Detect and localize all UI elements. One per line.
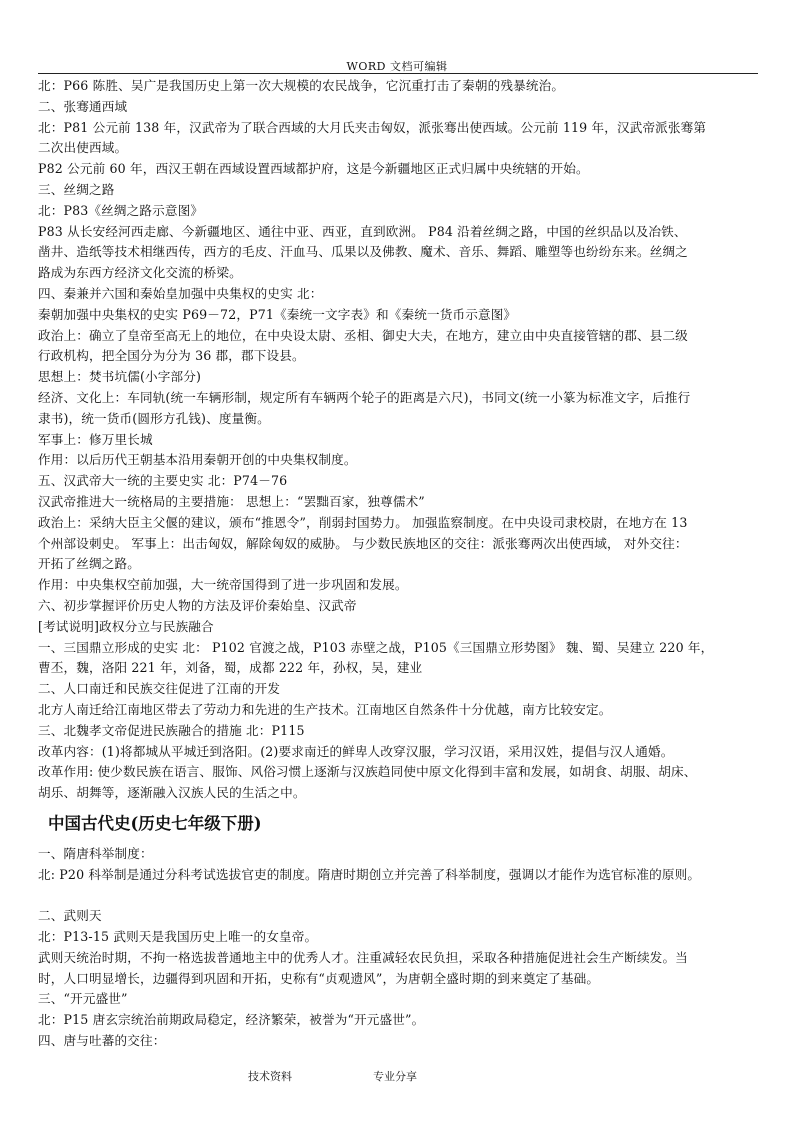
text-line: 一、三国鼎立形成的史实 北： P102 官渡之战，P103 赤壁之战，P105《三国鼎立形势图》 魏、蜀、吴建立 220 年， [38, 639, 714, 655]
text-line: 开拓了丝绸之路。 [38, 556, 140, 572]
text-line: 秦朝加强中央集权的史实 P69－72，P71《秦统一文字表》和《秦统一货币示意图》 [38, 306, 517, 322]
text-line: 改革内容：(1)将都城从平城迁到洛阳。(2)要求南迁的鲜卑人改穿汉服，学习汉语，采用汉姓，提倡与汉人通婚。 [38, 743, 674, 759]
text-line: 二、张骞通西域 [38, 98, 128, 114]
text-line: 二次出使西域。 [38, 140, 128, 156]
text-line: 北方人南迁给江南地区带去了劳动力和先进的生产技术。江南地区自然条件十分优越，南方比较安定。 [38, 701, 612, 717]
text-line: 北：P15 唐玄宗统治前期政局稳定，经济繁荣，被誉为“开元盛世”。 [38, 1012, 425, 1028]
text-line: 凿井、造纸等技术相继西传，西方的毛皮、汗血马、瓜果以及佛教、魔术、音乐、舞蹈、雕塑等也纷纷东来。丝绸之 [38, 244, 688, 260]
footer-left-text: 技术资料 [248, 1070, 292, 1083]
text-line: 四、秦兼并六国和秦始皇加强中央集权的史实 北： [38, 285, 323, 301]
text-line: P83 从长安经河西走廊、今新疆地区、通往中亚、西亚，直到欧洲。 P84 沿着丝绸之路，中国的丝织品以及冶铁、 [38, 223, 687, 239]
text-line: 改革作用: 使少数民族在语言、服饰、风俗习惯上逐渐与汉族趋同使中原文化得到丰富和发展，如胡食、胡服、胡床、 [38, 764, 697, 780]
footer-right-text: 专业分享 [373, 1070, 417, 1083]
text-line: 北：P81 公元前 138 年，汉武帝为了联合西域的大月氏夹击匈奴，派张骞出使西域。公元前 119 年，汉武帝派张骞第 [38, 119, 707, 135]
text-line: 经济、文化上：车同轨(统一车辆形制，规定所有车辆两个轮子的距离是六尺)，书同文(统一小篆为标准文字，后推行 [38, 389, 691, 405]
text-line: 六、初步掌握评价历史人物的方法及评价秦始皇、汉武帝 [38, 597, 357, 613]
text-line: 一、隋唐科举制度： [38, 845, 153, 861]
text-line: 政治上：采纳大臣主父偃的建议，颁布“推恩令”，削弱封国势力。 加强监察制度。在中央设司隶校尉，在地方在 13 [38, 514, 688, 530]
text-line: 三、北魏孝文帝促进民族融合的措施 北：P115 [38, 722, 305, 738]
blank-gap [38, 885, 760, 906]
text-line: 北：P66 陈胜、吴广是我国历史上第一次大规模的农民战争，它沉重打击了秦朝的残暴统治。 [38, 78, 565, 93]
header-title: WORD 文档可编辑 [346, 60, 448, 73]
text-line: 作用：以后历代王朝基本沿用秦朝开创的中央集权制度。 [38, 452, 357, 468]
text-line: 汉武帝推进大一统格局的主要措施： 思想上：“罢黜百家，独尊儒术” [38, 493, 425, 509]
text-line: 作用：中央集权空前加强，大一统帝国得到了进一步巩固和发展。 [38, 577, 408, 593]
text-line: P82 公元前 60 年，西汉王朝在西域设置西域都护府，这是今新疆地区正式归属中央统辖的开始。 [38, 161, 589, 177]
section-title: 中国古代史(历史七年级下册) [48, 813, 262, 833]
part2a-lines [38, 844, 760, 886]
text-line: 路成为东西方经济文化交流的桥梁。 [38, 265, 242, 281]
text-line: 四、唐与吐蕃的交往： [38, 1033, 166, 1049]
document-body [38, 76, 760, 1052]
text-line: 隶书)，统一货币(圆形方孔钱)、度量衡。 [38, 410, 270, 426]
text-line: 北：P13-15 武则天是我国历史上唯一的女皇帝。 [38, 929, 318, 945]
text-line: 时，人口明显增长，边疆得到巩固和开拓，史称有“贞观遗风”，为唐朝全盛时期的到来奠定了基础。 [38, 970, 600, 986]
text-line: 五、汉武帝大一统的主要史实 北：P74－76 [38, 473, 288, 489]
text-line: 三、丝绸之路 [38, 181, 115, 197]
text-line: 个州部设刺史。 军事上：出击匈奴，解除匈奴的威胁。 与少数民族地区的交往：派张骞两次出使西域， 对外交往： [38, 535, 688, 551]
text-line: 曹丕，魏，洛阳 221 年，刘备，蜀，成都 222 年，孙权，吴，建业 [38, 660, 423, 676]
text-line: 胡乐、胡舞等，逐渐融入汉族人民的生活之中。 [38, 785, 306, 801]
part1-lines [38, 76, 760, 804]
part2b-lines [38, 906, 760, 1052]
text-line: 三、“开元盛世” [38, 991, 128, 1007]
text-line: 北：P83《丝绸之路示意图》 [38, 202, 204, 218]
text-line: 思想上：焚书坑儒(小字部分) [38, 369, 202, 385]
text-line: [考试说明]政权分立与民族融合 [38, 618, 214, 634]
text-line: 行政机构，把全国分为分为 36 郡，郡下设县。 [38, 348, 305, 364]
header-divider [38, 73, 758, 74]
text-line: 北: P20 科举制是通过分科考试选拔官吏的制度。隋唐时期创立并完善了科举制度，强调以才能作为选官标准的原则。 [38, 866, 701, 882]
text-line: 政治上：确立了皇帝至高无上的地位，在中央设太尉、丞相、御史大夫，在地方，建立由中央直接管辖的郡、县二级 [38, 327, 688, 343]
text-line: 二、武则天 [38, 908, 102, 924]
text-line: 军事上：修万里长城 [38, 431, 153, 447]
text-line: 武则天统治时期，不拘一格选拔普通地主中的优秀人才。注重减轻农民负担，采取各种措施促进社会生产断续发。当 [38, 949, 688, 965]
text-line: 二、人口南迁和民族交往促进了江南的开发 [38, 681, 281, 697]
